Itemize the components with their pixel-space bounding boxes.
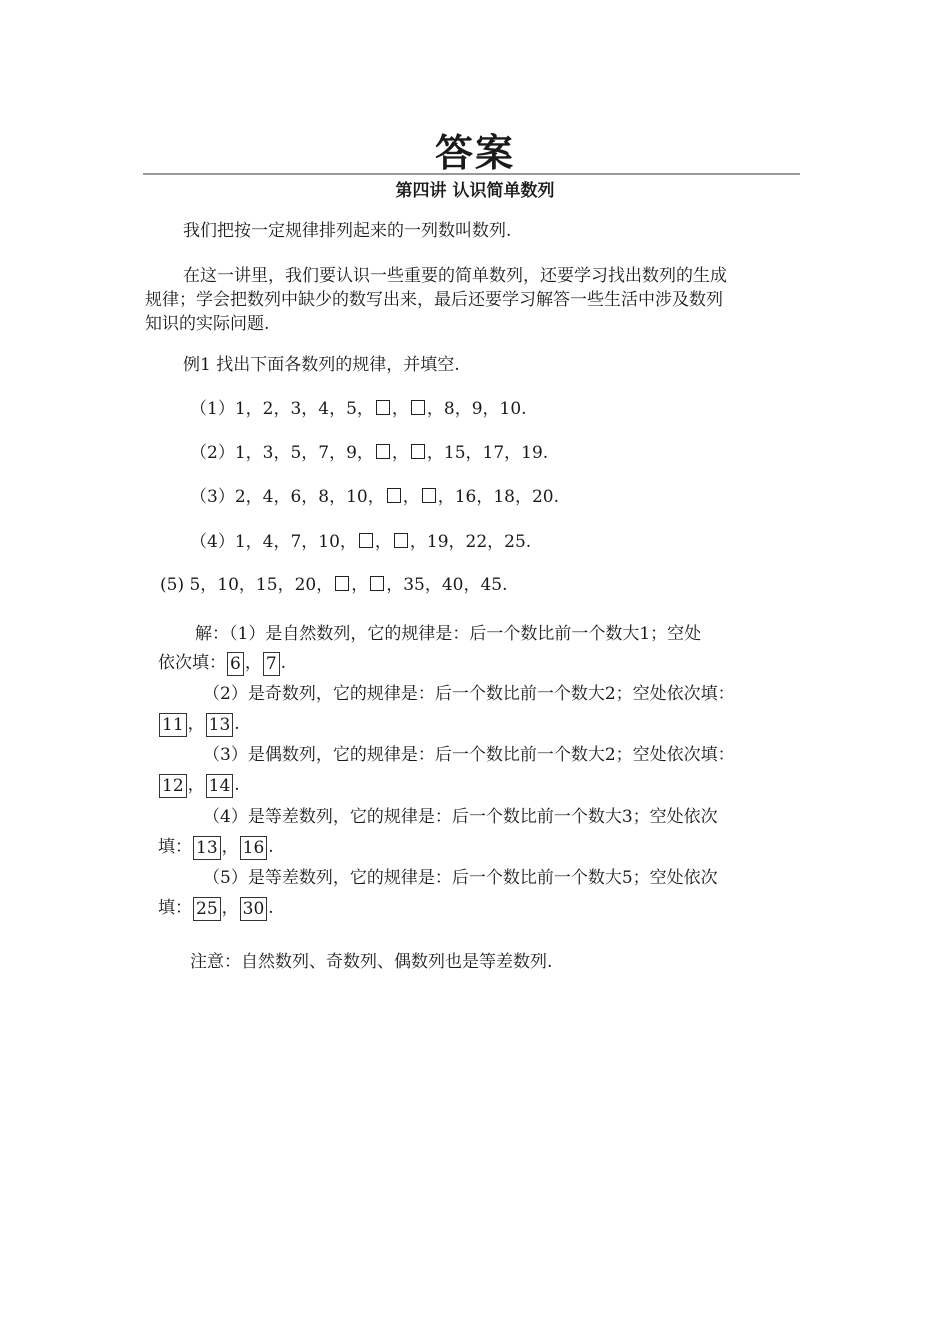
solution-4-line-1: （4）是等差数列，它的规律是：后一个数比前一个数大3；空处依次 [203,807,718,827]
answer-box: 30 [240,897,268,921]
solution-2-line-2: 11 ， 13 . [158,711,240,737]
blank-box [335,576,349,591]
note-text: 注意：自然数列、奇数列、偶数列也是等差数列. [190,952,553,972]
solution-3-line-2: 12 ， 14 . [158,772,240,798]
answer-box: 14 [206,774,234,798]
answer-box: 13 [206,713,234,737]
answer-box: 25 [193,897,221,921]
answer-box: 13 [193,836,221,860]
answer-box: 6 [227,652,244,676]
blank-box [411,444,425,459]
paragraph-line-1: 在这一讲里，我们要认识一些重要的简单数列，还要学习找出数列的生成 [183,266,727,286]
answer-box: 12 [159,774,187,798]
sequence-2: （2）1，3，5，7，9， ， ，15，17，19. [190,443,549,463]
solution-4-line-2: 填： 13 ， 16 . [158,837,274,858]
sequence-3: （3）2，4，6，8，10， ， ，16，18，20. [190,487,560,507]
blank-box [422,488,436,503]
answer-box: 11 [159,713,187,737]
paragraph-line-2: 规律；学会把数列中缺少的数写出来，最后还要学习解答一些生活中涉及数列 [145,290,723,310]
blank-box [370,576,384,591]
answer-box: 16 [240,836,268,860]
blank-box [387,488,401,503]
sequence-1: （1）1，2，3，4，5， ， ，8，9，10. [190,399,527,419]
answer-box: 7 [263,652,280,676]
solution-1-line-1: 解：（1）是自然数列，它的规律是：后一个数比前一个数大1；空处 [195,624,702,644]
sequence-4: （4）1，4，7，10， ， ，19，22，25. [190,532,532,552]
blank-box [376,400,390,415]
example-heading: 例1 找出下面各数列的规律，并填空. [183,355,460,375]
title-divider [143,173,800,175]
blank-box [376,444,390,459]
paragraph-line-3: 知识的实际问题. [145,314,270,334]
blank-box [359,533,373,548]
blank-box [411,400,425,415]
page-title: 答案 [434,131,515,175]
lesson-subtitle: 第四讲 认识简单数列 [395,181,555,201]
intro-text: 我们把按一定规律排列起来的一列数叫数列. [183,221,512,241]
blank-box [394,533,408,548]
solution-5-line-1: （5）是等差数列，它的规律是：后一个数比前一个数大5；空处依次 [203,868,718,888]
solution-2-line-1: （2）是奇数列，它的规律是：后一个数比前一个数大2；空处依次填： [203,684,735,704]
solution-3-line-1: （3）是偶数列，它的规律是：后一个数比前一个数大2；空处依次填： [203,745,735,765]
solution-1-line-2: 依次填： 6 ， 7 . [158,653,287,674]
sequence-5: (5) 5，10，15，20， ， ，35，40，45. [160,575,508,595]
solution-5-line-2: 填： 25 ， 30 . [158,898,274,919]
